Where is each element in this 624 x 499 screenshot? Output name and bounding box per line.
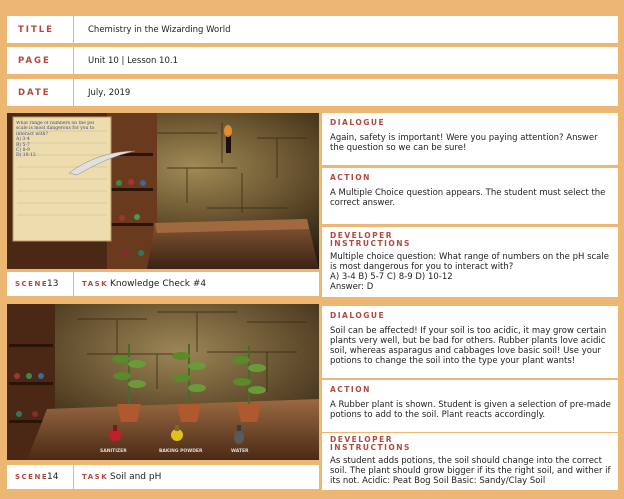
scene-number: 13 [47,279,59,289]
scene-13-bar [7,272,319,296]
action-label: ACTION [330,173,371,182]
developer-label: DEVELOPER INSTRUCTIONS [330,231,411,248]
potion-label-water: WATER [231,449,249,454]
page-row [7,47,618,74]
scene-14-screenshot [7,304,319,460]
scene-label: SCENE [15,473,49,481]
action-text: A Rubber plant is shown. Student is given a selection of pre-made potions to add to the soil. Plant reacts accordingly. [330,400,611,420]
potion-label-baking-powder: BAKING POWDER [159,449,203,454]
scene-14-action-card [322,380,618,432]
scene-14-dialogue-card [322,306,618,378]
scene-14-developer-card [322,433,618,490]
page-value: Unit 10 | Lesson 10.1 [88,55,178,66]
task-value: Knowledge Check #4 [110,279,207,289]
dialogue-label: DIALOGUE [330,118,386,127]
task-label: TASK [82,473,109,481]
scene-13-illustration [7,113,319,269]
parchment-question: What range of numbers on the pH scale is most dangerous for you to interact with? A) 3-4 B) 5-7 C) 8-9 D) 10-12 [16,121,95,159]
potion-label-sanitizer: SANITIZER [100,449,127,454]
dialogue-label: DIALOGUE [330,311,386,320]
scene-13-action-card [322,168,618,224]
title-label: TITLE [18,24,54,35]
developer-text: As student adds potions, the soil should change into the correct soil. The plant should grow bigger if its the right soil, and wither if its not. Acidic: Peat Bog Soil Basic: Sandy/Clay Soil [330,456,611,486]
dialogue-text: Again, safety is important! Were you paying attention? Answer the question so we can be sure! [330,133,598,153]
developer-label: DEVELOPER INSTRUCTIONS [330,435,411,452]
scene-13-developer-card [322,227,618,297]
date-value: July, 2019 [88,87,131,98]
dialogue-text: Soil can be affected! If your soil is too acidic, it may grow certain plants very well, but be bad for others. Rubber plants love acidic soil, whereas asparagus and cabbages love basic soil! Use your potions to change the soil into the type your plant wants! [330,326,607,366]
scene-13-screenshot [7,113,319,269]
task-label: TASK [82,280,109,288]
scene-14-bar [7,465,319,489]
action-label: ACTION [330,385,371,394]
title-row [7,16,618,43]
action-text: A Multiple Choice question appears. The student must select the correct answer. [330,188,606,208]
scene-13-dialogue-card [322,113,618,165]
page-label: PAGE [18,55,51,66]
developer-text: Multiple choice question: What range of numbers on the pH scale is most dangerous for you to interact with? A) 3-4 B) 5-7 C) 8-9 D) 10-12 Answer: D [330,252,609,292]
scene-number: 14 [47,472,59,482]
scene-label: SCENE [15,280,49,288]
task-value: Soil and pH [110,472,162,482]
scene-14-illustration [7,304,319,460]
title-value: Chemistry in the Wizarding World [88,24,231,35]
date-row [7,79,618,106]
date-label: DATE [18,87,51,98]
